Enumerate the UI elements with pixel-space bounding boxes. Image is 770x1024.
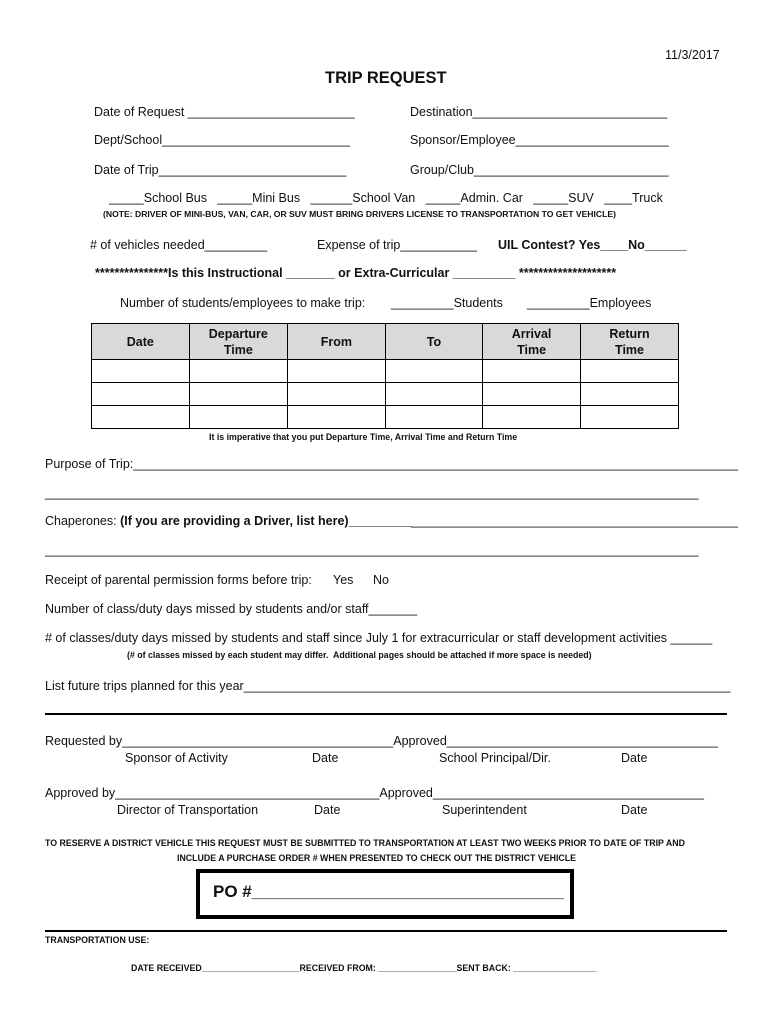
table-note: It is imperative that you put Departure Time, Arrival Time and Return Time <box>209 432 518 442</box>
vehicles-needed-field[interactable]: # of vehicles needed_________ <box>90 238 268 252</box>
table-cell[interactable] <box>287 383 385 406</box>
table-row <box>92 383 679 406</box>
uil-contest-field[interactable]: UIL Contest? Yes____No______ <box>498 238 687 252</box>
table-cell[interactable] <box>92 406 190 429</box>
vehicle-type-options[interactable]: _____School Bus _____Mini Bus ______School Van _____Admin. Car _____SUV ____Truck <box>109 191 663 205</box>
superintendent-label: Superintendent <box>442 803 527 817</box>
date-label: Date <box>621 803 648 817</box>
header-departure-time: Departure Time <box>189 324 287 360</box>
future-trips-field[interactable]: List future trips planned for this year______________________________________________________________________ <box>45 679 731 693</box>
classes-missed-note: (# of classes missed by each student may differ. Additional pages should be attached if more space is needed) <box>127 650 592 660</box>
chaperones-line-2[interactable]: ______________________________________________________________________________________________ <box>45 543 699 557</box>
table-cell[interactable] <box>92 360 190 383</box>
table-cell[interactable] <box>287 360 385 383</box>
table-cell[interactable] <box>189 383 287 406</box>
section-divider <box>45 713 727 715</box>
date-label: Date <box>621 751 648 765</box>
section-divider <box>45 930 727 932</box>
purpose-field[interactable]: Purpose of Trip:_______________________________________________________________________________________ <box>45 457 739 471</box>
table-cell[interactable] <box>385 383 482 406</box>
transportation-use-fields[interactable]: DATE RECEIVED____________________RECEIVED FROM: ________________SENT BACK: _________________ <box>131 963 597 973</box>
table-cell[interactable] <box>385 360 482 383</box>
form-date: 11/3/2017 <box>665 48 720 62</box>
table-cell[interactable] <box>189 406 287 429</box>
instructional-field[interactable]: ***************Is this Instructional _______ or Extra-Curricular _________ ******************** <box>95 266 617 280</box>
chaperones-label: Chaperones: <box>45 514 121 528</box>
approved-by-field[interactable]: Approved by______________________________________Approved_______________________________________ <box>45 786 704 800</box>
table-cell[interactable] <box>287 406 385 429</box>
table-cell[interactable] <box>92 383 190 406</box>
reserve-notice-line-1: TO RESERVE A DISTRICT VEHICLE THIS REQUEST MUST BE SUBMITTED TO TRANSPORTATION AT LEAST TWO WEEKS PRIOR TO DATE OF TRIP AND <box>45 838 685 848</box>
table-cell[interactable] <box>581 360 679 383</box>
header-return-time: Return Time <box>581 324 679 360</box>
table-cell[interactable] <box>581 406 679 429</box>
permission-no-option[interactable]: No <box>373 573 389 587</box>
header-to: To <box>385 324 482 360</box>
trip-schedule-table <box>91 323 679 429</box>
table-cell[interactable] <box>189 360 287 383</box>
reserve-notice-line-2: INCLUDE A PURCHASE ORDER # WHEN PRESENTED TO CHECK OUT THE DISTRICT VEHICLE <box>177 853 576 863</box>
sponsor-employee-field[interactable]: Sponsor/Employee______________________ <box>410 133 669 147</box>
table-cell[interactable] <box>483 406 581 429</box>
dept-school-field[interactable]: Dept/School___________________________ <box>94 133 350 147</box>
driver-license-note: (NOTE: DRIVER OF MINI-BUS, VAN, CAR, OR SUV MUST BRING DRIVERS LICENSE TO TRANSPORTATION TO GET VEHICLE) <box>103 209 616 219</box>
sponsor-of-activity-label: Sponsor of Activity <box>125 751 228 765</box>
permission-yes-option[interactable]: Yes <box>333 573 354 587</box>
students-field[interactable]: _________Students <box>391 296 503 310</box>
date-label: Date <box>314 803 341 817</box>
table-cell[interactable] <box>581 383 679 406</box>
table-row <box>92 406 679 429</box>
page-title: TRIP REQUEST <box>325 69 447 87</box>
date-of-request-field[interactable]: Date of Request ________________________ <box>94 105 355 119</box>
chaperones-field[interactable] <box>45 514 738 528</box>
po-number-box[interactable] <box>196 869 574 919</box>
group-club-field[interactable]: Group/Club____________________________ <box>410 163 669 177</box>
header-arrival-time: Arrival Time <box>483 324 581 360</box>
school-principal-label: School Principal/Dir. <box>439 751 551 765</box>
purpose-line-2[interactable]: ______________________________________________________________________________________________ <box>45 486 699 500</box>
transportation-use-label: TRANSPORTATION USE: <box>45 935 150 945</box>
table-header-row <box>92 324 679 360</box>
po-number-field[interactable]: PO #_________________________________ <box>213 882 564 901</box>
header-from: From <box>287 324 385 360</box>
expense-field[interactable]: Expense of trip___________ <box>317 238 477 252</box>
employees-field[interactable]: _________Employees <box>527 296 652 310</box>
num-students-label: Number of students/employees to make trip: <box>120 296 366 310</box>
director-of-transportation-label: Director of Transportation <box>117 803 259 817</box>
date-label: Date <box>312 751 339 765</box>
days-missed-field[interactable]: Number of class/duty days missed by students and/or staff_______ <box>45 602 418 616</box>
table-row <box>92 360 679 383</box>
destination-field[interactable]: Destination____________________________ <box>410 105 668 119</box>
table-cell[interactable] <box>483 360 581 383</box>
requested-by-field[interactable]: Requested by_______________________________________Approved_______________________________________ <box>45 734 718 748</box>
table-cell[interactable] <box>385 406 482 429</box>
classes-since-july-field[interactable]: # of classes/duty days missed by students and staff since July 1 for extracurricular or staff development activities ______ <box>45 631 713 645</box>
table-cell[interactable] <box>483 383 581 406</box>
chaperones-driver-note: (If you are providing a Driver, list here)_________ <box>120 514 412 528</box>
header-date: Date <box>92 324 190 360</box>
chaperones-line: _______________________________________________ <box>411 514 738 528</box>
date-of-trip-field[interactable]: Date of Trip___________________________ <box>94 163 347 177</box>
permission-label: Receipt of parental permission forms before trip: <box>45 573 312 587</box>
